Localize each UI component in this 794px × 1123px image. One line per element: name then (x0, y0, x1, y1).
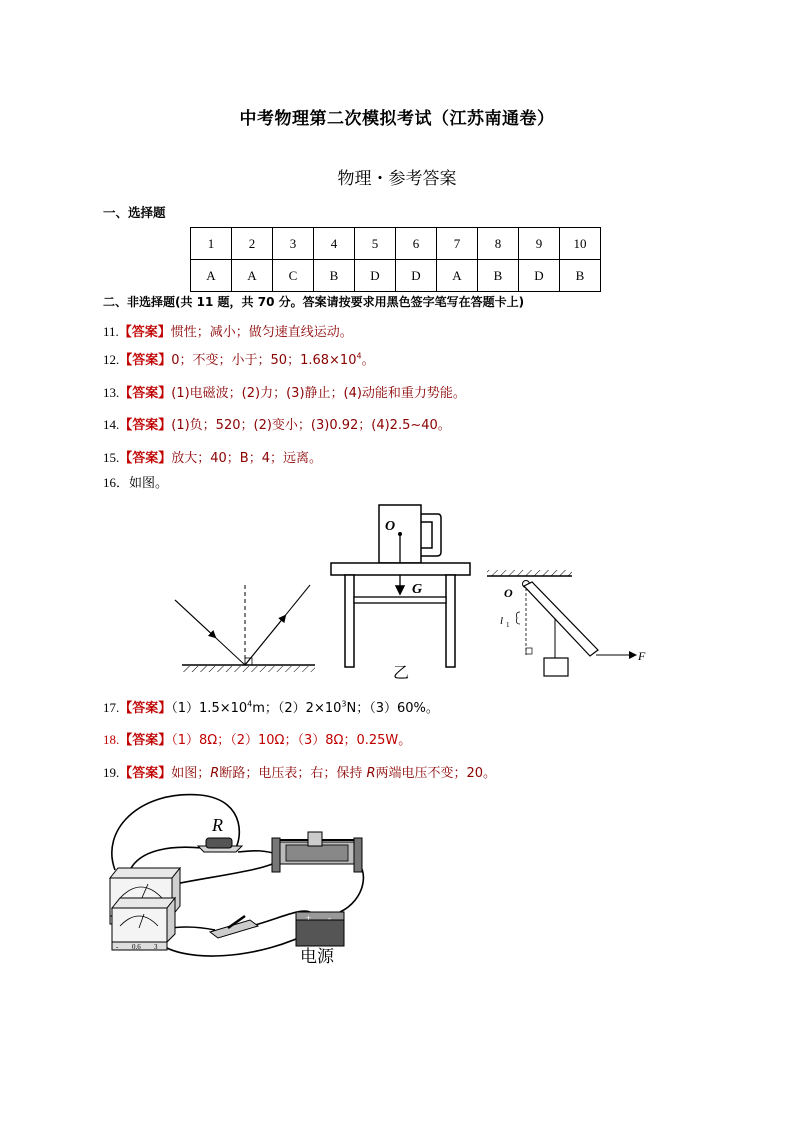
answer-q15 (103, 447, 322, 466)
question-number: 19. (103, 765, 120, 780)
cup-handle (421, 514, 441, 556)
table-row-numbers (191, 228, 601, 260)
answer-q11 (103, 321, 353, 340)
question-number: 13. (103, 385, 120, 400)
resistor (198, 815, 242, 852)
question-number: 14. (103, 417, 120, 432)
mirror-hatching (182, 666, 315, 672)
answer-exponent: 4 (356, 351, 362, 361)
arm-label-sub: 1 (506, 621, 510, 629)
page-subtitle: 物理・参考答案 (337, 169, 457, 189)
answer-tag: 【答案】 (119, 733, 172, 748)
answer-text-part1: 如图； (171, 766, 211, 781)
answer-text: （1）8Ω；（2）10Ω；（3）8Ω；0.25W。 (171, 733, 412, 748)
incident-ray-arrow (175, 600, 215, 637)
figure-19-circuit (100, 790, 400, 975)
resistor-symbol: R (366, 766, 376, 781)
battery-positive: + (306, 913, 312, 923)
switch (210, 916, 258, 938)
answer-text-end: 。 (361, 353, 375, 368)
table-cell: 7 (437, 228, 478, 260)
force-label: F (638, 649, 646, 663)
question-number: 18. (103, 732, 120, 747)
section-choice-heading: 一、选择题 (103, 205, 166, 220)
table-cell: 6 (396, 228, 437, 260)
answer-q16 (103, 472, 168, 491)
table-leg-right (446, 575, 455, 667)
answer-table (190, 227, 601, 292)
answer-q12 (103, 349, 375, 368)
cup-table-diagram (331, 505, 470, 682)
ceiling-hatching (487, 570, 572, 576)
answer-q19 (103, 762, 496, 781)
wire (130, 847, 202, 870)
answer-tag: 【答案】 (119, 701, 172, 716)
resistor-label: R (212, 815, 223, 835)
table-leg-left (345, 575, 354, 667)
table-cell: 9 (519, 228, 560, 260)
question-number: 16． (103, 475, 130, 490)
battery (296, 912, 344, 966)
answer-text: (1)负；520；(2)变小；(3)0.92；(4)2.5~40。 (171, 418, 451, 433)
answer-q13 (103, 382, 466, 401)
answer-text-part3: N；（3）60%。 (346, 701, 439, 716)
answer-text: 惯性；减小；做匀速直线运动。 (170, 325, 353, 340)
arm-right-angle (526, 648, 532, 654)
answer-tag: 【答案】 (119, 766, 172, 781)
table-cell: 8 (478, 228, 519, 260)
resistor-symbol: R (210, 766, 220, 781)
answer-text: 放大；40；B；4；远离。 (171, 451, 322, 466)
battery-negative: - (328, 913, 331, 923)
question-number: 11. (103, 324, 119, 339)
answer-text: 0；不变；小于；50；1.68×10 (171, 353, 357, 368)
table-cell: 10 (560, 228, 601, 260)
table-cell: B (560, 260, 601, 292)
arm-label-l: l (500, 615, 504, 627)
answer-text-part2: m；（2）2×10 (252, 701, 342, 716)
cup-handle-inner (421, 522, 432, 548)
ammeter (112, 898, 175, 951)
table-cell: 2 (232, 228, 273, 260)
page-title: 中考物理第二次模拟考试（江苏南通卷） (239, 109, 555, 129)
section-nonchoice-heading: 二、非选择题(共 11 题，共 70 分。答案请按要求用黑色签字笔写在答题卡上) (103, 295, 525, 309)
figure-16 (160, 500, 660, 685)
table-cell: A (232, 260, 273, 292)
gravity-label: G (412, 582, 423, 597)
cup-label-o: O (385, 519, 396, 534)
table-cell: B (314, 260, 355, 292)
lever-bar (524, 582, 598, 656)
wire (155, 930, 315, 956)
table-top (331, 563, 470, 575)
answer-text-part3: 两端电压不变；20。 (375, 766, 497, 781)
table-cell: 4 (314, 228, 355, 260)
table-cell: 3 (273, 228, 314, 260)
answer-exponent-1: 4 (247, 699, 253, 709)
answer-q18 (103, 729, 411, 748)
ammeter-terminal: 3 (154, 943, 158, 951)
question-number: 17. (103, 700, 120, 715)
table-cell: 1 (191, 228, 232, 260)
question-number: 12. (103, 352, 120, 367)
arm-brace (516, 612, 520, 624)
answer-text: (1)电磁波；(2)力；(3)静止；(4)动能和重力势能。 (171, 386, 466, 401)
table-cell: A (191, 260, 232, 292)
answer-tag: 【答案】 (119, 418, 172, 433)
rheostat-slider (308, 832, 322, 846)
table-cell: D (396, 260, 437, 292)
table-row-answers (191, 260, 601, 292)
answer-q17 (103, 697, 439, 716)
answer-tag: 【答案】 (119, 386, 172, 401)
table-cell: C (273, 260, 314, 292)
table-cell: B (478, 260, 519, 292)
table-cell: A (437, 260, 478, 292)
lever-label-o: O (504, 586, 513, 600)
reflected-ray-arrow (245, 616, 285, 665)
answer-q14 (103, 414, 451, 433)
power-source-label: 电源 (300, 947, 334, 966)
table-cell: D (355, 260, 396, 292)
lever-diagram (487, 570, 646, 676)
answer-text-part2: 断路；电压表；右；保持 (219, 766, 367, 781)
answer-exponent-2: 3 (341, 699, 347, 709)
answer-tag: 【答案】 (119, 451, 172, 466)
table-cell: D (519, 260, 560, 292)
reflection-diagram (175, 585, 315, 672)
sliding-rheostat (272, 832, 362, 872)
hanging-weight (544, 658, 568, 676)
table-crossbar (354, 597, 446, 603)
answer-text-part1: （1）1.5×10 (171, 701, 248, 716)
table-cell: 5 (355, 228, 396, 260)
answer-text: 如图。 (129, 476, 169, 491)
question-number: 15. (103, 450, 120, 465)
answer-tag: 【答案】 (119, 353, 172, 368)
ammeter-terminal: - (116, 943, 119, 951)
ammeter-terminal: 0.6 (132, 943, 141, 951)
figure-label-yi: 乙 (393, 665, 410, 682)
answer-tag: 【答案】 (118, 325, 171, 340)
